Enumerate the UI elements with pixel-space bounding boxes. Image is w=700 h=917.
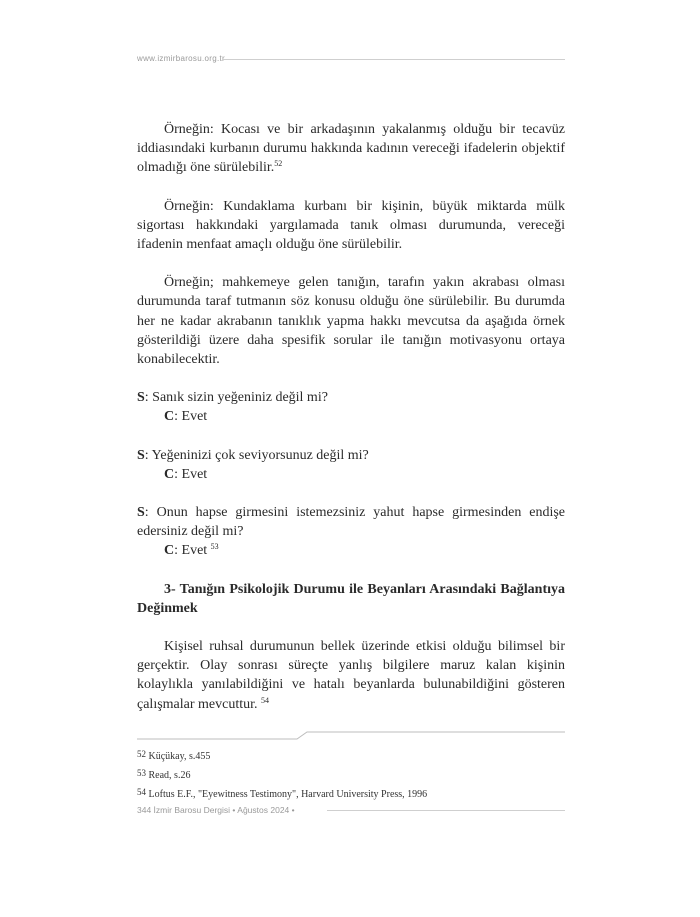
footnote-ref-54: 54 (261, 695, 270, 705)
footnote-54 (137, 784, 565, 803)
page-footer (137, 807, 565, 819)
footnote-ref-52: 52 (274, 159, 283, 169)
footnote-number: 54 (137, 787, 146, 797)
footnote-number: 53 (137, 768, 146, 778)
page-body (137, 120, 565, 733)
footnote-text: Küçükay, s.455 (148, 751, 211, 762)
question-text: : Onun hapse girmesini istemezsiniz yahut hapse girmesinden endişe edersiniz değil mi? (137, 505, 565, 540)
page-header (137, 53, 565, 67)
question-label: S (137, 505, 145, 521)
answer-label: C (164, 466, 175, 482)
paragraph-1-text: Örneğin: Kocası ve bir arkadaşının yakalanmış olduğu bir tecavüz iddiasındaki kurbanın durumu hakkında kadının vereceği ifadelerin objektif olmadığı öne sürülebilir. (137, 122, 565, 176)
answer-text: : Evet (174, 543, 211, 559)
question-text: : Yeğeninizi çok seviyorsunuz değil mi? (144, 447, 369, 463)
question-text: : Sanık sizin yeğeniniz değil mi? (144, 390, 328, 406)
question-3 (137, 503, 565, 541)
footnote-text: Read, s.26 (148, 770, 191, 781)
footnote-ref-53: 53 (210, 542, 219, 552)
footnote-text: Loftus E.F., "Eyewitness Testimony", Harvard University Press, 1996 (148, 789, 428, 800)
answer-label: C (164, 409, 175, 425)
answer-text: : Evet (174, 409, 208, 425)
paragraph-1 (137, 120, 565, 178)
footnote-52 (137, 746, 565, 765)
question-label: S (137, 390, 145, 406)
paragraph-3: Örneğin; mahkemeye gelen tanığın, tarafın yakın akrabası olması durumunda taraf tutmanın söz konusu olduğu öne sürülebilir. Bu durumda her ne kadar akrabanın tanıklık yapma hakkı mevcutsa da aşağıda örnek gösterildiği üzere daha spesifik sorular ile tanığın motivasyonu ortaya konabilecektir. (137, 275, 565, 368)
header-rule (223, 59, 565, 60)
answer-label: C (164, 543, 175, 559)
answer-text: : Evet (174, 466, 208, 482)
footer-text: 344 İzmir Barosu Dergisi • Ağustos 2024 • (137, 805, 295, 815)
question-label: S (137, 447, 145, 463)
footnote-53 (137, 765, 565, 784)
footnote-number: 52 (137, 749, 146, 759)
footnotes (137, 746, 565, 803)
section-heading: 3- Tanığın Psikolojik Durumu ile Beyanları Arasındaki Bağlantıya Değinmek (137, 581, 565, 616)
answer-3 (164, 541, 565, 560)
question-1 (137, 388, 565, 407)
answer-1 (164, 407, 565, 426)
footnote-divider (137, 731, 565, 743)
question-2 (137, 446, 565, 465)
header-url: www.izmirbarosu.org.tr (137, 54, 225, 63)
paragraph-2: Örneğin: Kundaklama kurbanı bir kişinin, büyük miktarda mülk sigortası hakkındaki yargılamada tanık olması durumunda, vereceği ifadenin menfaat amaçlı olduğu öne sürülebilir. (137, 198, 565, 253)
paragraph-4 (137, 637, 565, 714)
paragraph-4-text: Kişisel ruhsal durumunun bellek üzerinde etkisi olduğu bilimsel bir gerçektir. Olay sonrası süreçte yanlış bilgilere maruz kalan kişinin kolaylıkla yanılabildiğini ve hatalı beyanlarda bulunabildiğini gösteren çalışmalar mevcuttur. (137, 639, 565, 712)
answer-2 (164, 465, 565, 484)
footer-rule (327, 810, 565, 811)
